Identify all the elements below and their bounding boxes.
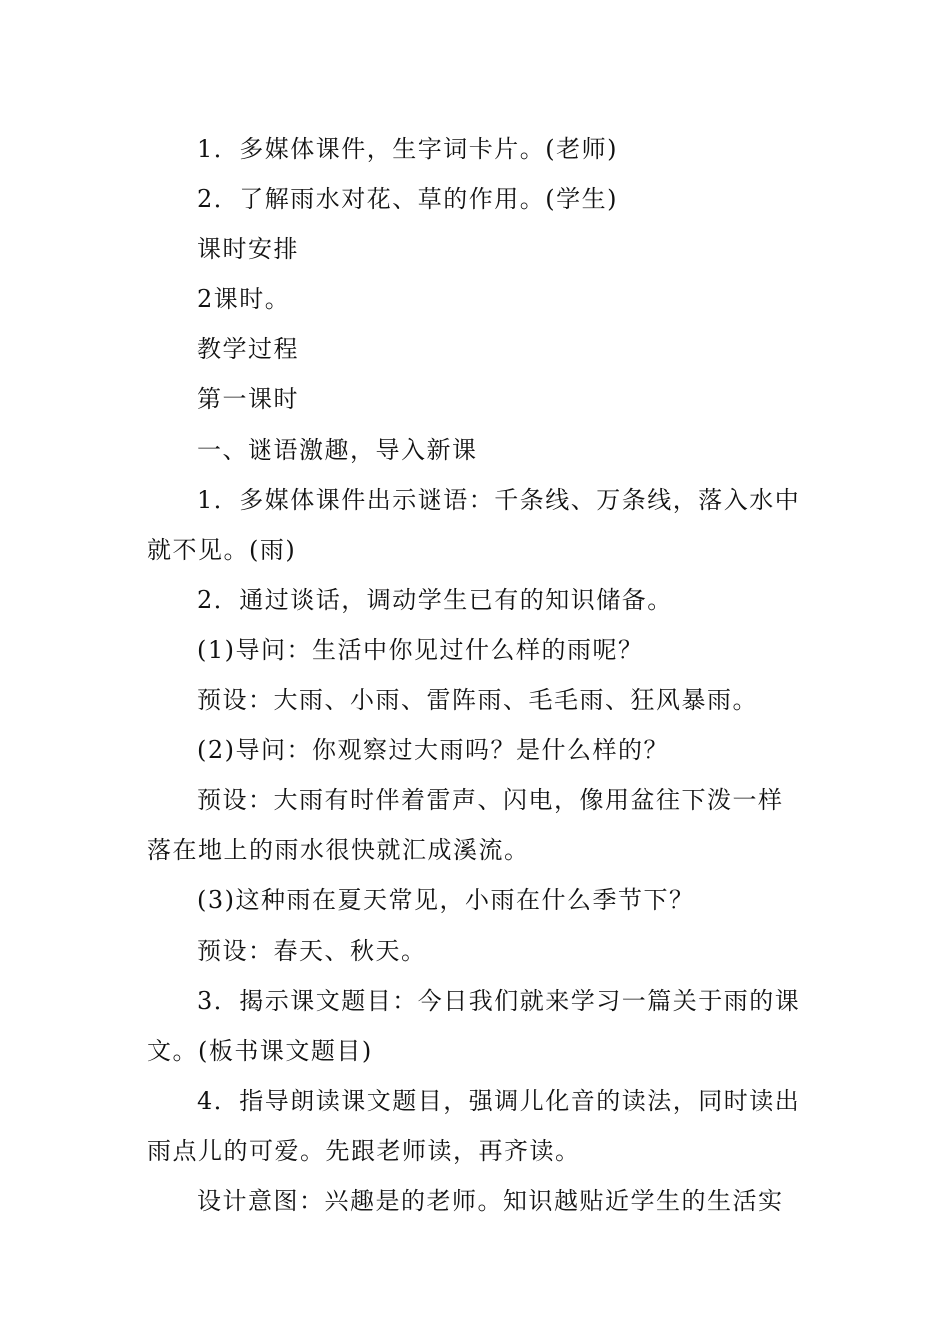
heading-section-one: 一、谜语激趣，导入新课 bbox=[197, 435, 478, 464]
paragraph-materials-student: 2．了解雨水对花、草的作用。(学生) bbox=[197, 185, 618, 214]
paragraph-reveal-title: 3．揭示课文题目：今日我们就来学习一篇关于雨的课文。(板书课文题目) bbox=[147, 986, 801, 1065]
heading-lesson-schedule: 课时安排 bbox=[197, 235, 299, 264]
paragraph-design-intent: 设计意图：兴趣是的老师。知识越贴近学生的生活实 bbox=[197, 1186, 784, 1215]
paragraph-discussion: 2．通过谈话，调动学生已有的知识储备。 bbox=[197, 585, 673, 614]
paragraph-question-3: (3)这种雨在夏天常见，小雨在什么季节下？ bbox=[197, 886, 695, 915]
paragraph-riddle: 1．多媒体课件出示谜语：千条线、万条线，落入水中就不见。(雨) bbox=[147, 485, 801, 564]
paragraph-reading-guidance: 4．指导朗读课文题目，强调儿化音的读法，同时读出雨点儿的可爱。先跟老师读，再齐读。 bbox=[147, 1086, 801, 1165]
paragraph-preset-1: 预设：大雨、小雨、雷阵雨、毛毛雨、狂风暴雨。 bbox=[197, 686, 758, 715]
document-body bbox=[147, 124, 807, 1226]
paragraph-preset-3: 预设：春天、秋天。 bbox=[197, 936, 427, 965]
paragraph-lesson-count: 2课时。 bbox=[197, 285, 291, 314]
heading-teaching-process: 教学过程 bbox=[197, 335, 299, 364]
paragraph-preset-2: 预设：大雨有时伴着雷声、闪电，像用盆往下泼一样落在地上的雨水很快就汇成溪流。 bbox=[147, 786, 784, 865]
heading-first-lesson: 第一课时 bbox=[197, 385, 299, 414]
paragraph-materials-teacher: 1．多媒体课件，生字词卡片。(老师) bbox=[197, 135, 618, 163]
paragraph-question-1: (1)导问：生活中你见过什么样的雨呢？ bbox=[197, 635, 644, 664]
paragraph-question-2: (2)导问：你观察过大雨吗？是什么样的？ bbox=[197, 736, 669, 765]
